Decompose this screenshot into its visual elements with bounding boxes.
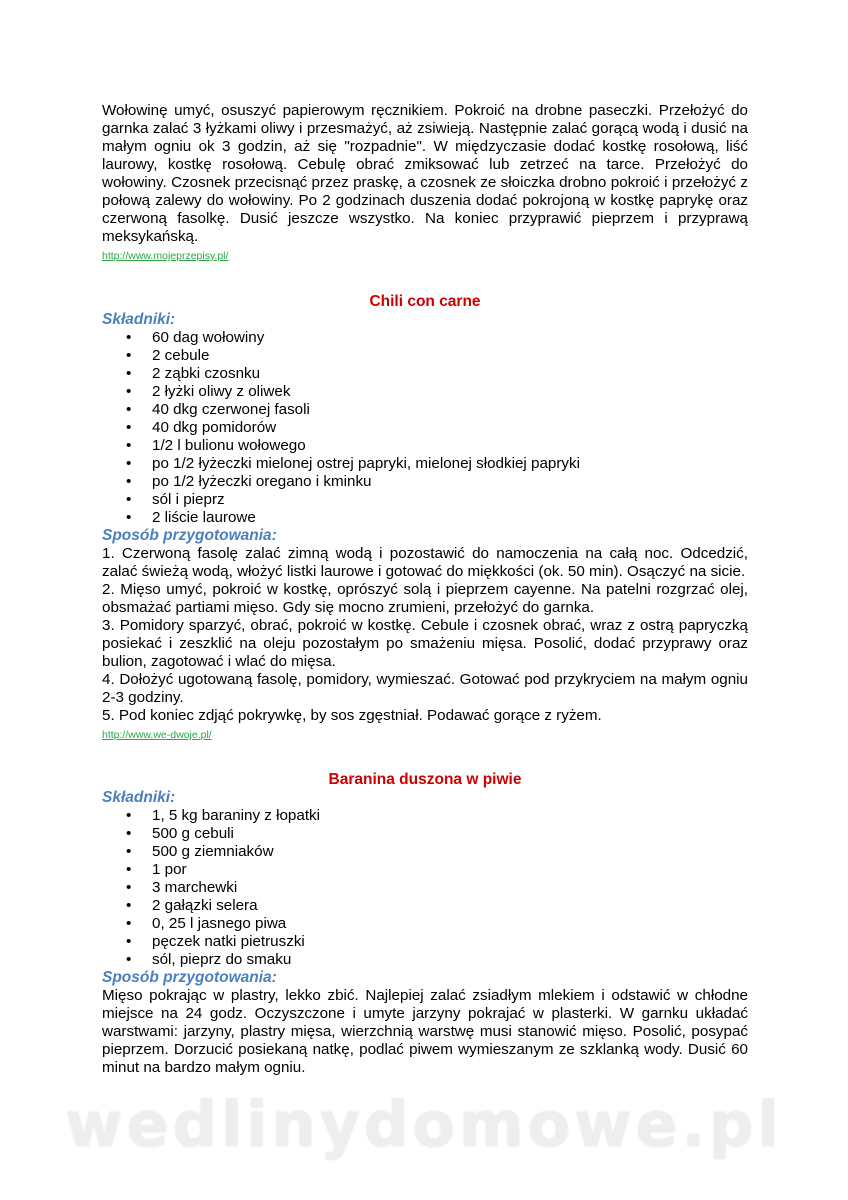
ingredients-heading: Składniki: [102,311,176,328]
ingredients-heading: Składniki: [102,789,176,806]
bullet-icon: • [126,933,132,950]
bullet-icon: • [126,347,132,364]
ingredient-text: 500 g cebuli [152,825,234,842]
method-steps [102,545,748,725]
recipe-title-chili: Chili con carne [369,293,481,310]
bullet-icon: • [126,843,132,860]
ingredient-item [102,473,748,491]
method-step: 1. Czerwoną fasolę zalać zimną wodą i pozostawić do namoczenia na całą noc. Odcedzić, zalać świeżą wodą, włożyć listki laurowe i gotować do miękkości (ok. 50 min). Osączyć na sicie. [102,545,748,580]
ingredient-text: 2 łyżki oliwy z oliwek [152,383,291,400]
ingredient-text: sól, pieprz do smaku [152,951,292,968]
ingredient-item [102,383,748,401]
ingredient-item [102,933,748,951]
ingredient-text: sól i pieprz [152,491,225,508]
ingredient-item [102,455,748,473]
ingredient-item [102,879,748,897]
method-step: 2. Mięso umyć, pokroić w kostkę, oprószyć solą i pieprzem cayenne. Na patelni rozgrzać olej, obsmażać partiami mięso. Gdy się mocno zrumieni, przełożyć do garnka. [102,581,748,616]
ingredient-text: 2 liście laurowe [152,509,256,526]
ingredient-item [102,915,748,933]
recipe-title-baranina: Baranina duszona w piwie [328,771,522,788]
bullet-icon: • [126,329,132,346]
ingredient-item [102,825,748,843]
method-step: 3. Pomidory sparzyć, obrać, pokroić w kostkę. Cebule i czosnek obrać, wraz z ostrą papryczką posiekać i zeszklić na oleju pozostałym po smażeniu mięsa. Posolić, dodać przyprawy oraz bulion, zagotować i wlać do mięsa. [102,617,748,670]
ingredient-item [102,843,748,861]
ingredient-text: po 1/2 łyżeczki mielonej ostrej papryki, mielonej słodkiej papryki [152,455,580,472]
ingredient-item [102,807,748,825]
bullet-icon: • [126,455,132,472]
bullet-icon: • [126,825,132,842]
document-page [102,102,748,1077]
bullet-icon: • [126,437,132,454]
ingredient-text: 40 dkg czerwonej fasoli [152,401,310,418]
ingredient-item [102,897,748,915]
bullet-icon: • [126,509,132,526]
method-step: 5. Pod koniec zdjąć pokrywkę, by sos zgęstniał. Podawać gorące z ryżem. [102,707,602,724]
ingredient-text: 1 por [152,861,187,878]
bullet-icon: • [126,491,132,508]
ingredient-item [102,419,748,437]
ingredient-item [102,365,748,383]
ingredient-text: 500 g ziemniaków [152,843,274,860]
ingredients-list [102,329,748,527]
method-step: 4. Dołożyć ugotowaną fasolę, pomidory, wymieszać. Gotować pod przykryciem na małym ogniu 2-3 godziny. [102,671,748,706]
ingredient-text: 1/2 l bulionu wołowego [152,437,306,454]
ingredient-item [102,491,748,509]
method-paragraph: Mięso pokrając w plastry, lekko zbić. Najlepiej zalać zsiadłym mlekiem i odstawić w chłodne miejsce na 24 godz. Oczyszczone i umyte jarzyny pokrajać w plasterki. W garnku układać warstwami: jarzyny, plastry mięsa, wierzchnią warstwę musi stanowić mięso. Posolić, posypać pieprzem. Dorzucić posiekaną natkę, podlać piwem wymieszanym ze szklanką wody. Dusić 60 minut na bardzo małym ogniu. [102,987,748,1076]
ingredients-list [102,807,748,969]
bullet-icon: • [126,861,132,878]
bullet-icon: • [126,365,132,382]
ingredient-text: 3 marchewki [152,879,238,896]
bullet-icon: • [126,879,132,896]
ingredient-item [102,329,748,347]
source-link-mojeprzepisy[interactable]: http://www.mojeprzepisy.pl/ [102,250,229,262]
ingredient-item [102,347,748,365]
ingredient-text: pęczek natki pietruszki [152,933,305,950]
bullet-icon: • [126,951,132,968]
ingredient-text: 2 cebule [152,347,210,364]
bullet-icon: • [126,383,132,400]
ingredient-text: 2 ząbki czosnku [152,365,261,382]
ingredient-item [102,861,748,879]
ingredient-item [102,401,748,419]
bullet-icon: • [126,401,132,418]
ingredient-item [102,509,748,527]
ingredient-text: 2 gałązki selera [152,897,258,914]
watermark: wedlinydomowe.pl [65,1088,783,1161]
bullet-icon: • [126,473,132,490]
bullet-icon: • [126,807,132,824]
intro-paragraph: Wołowinę umyć, osuszyć papierowym ręcznikiem. Pokroić na drobne paseczki. Przełożyć do garnka zalać 3 łyżkami oliwy i przesmażyć, aż zsiwieją. Następnie zalać gorącą wodą i dusić na małym ogniu ok 3 godzin, aż się "rozpadnie". W międzyczasie dodać kostkę rosołową, liść laurowy, kostkę rosołową. Cebulę obrać zmiksować lub zetrzeć na tarce. Przełożyć do wołowiny. Czosnek przecisnąć przez praskę, a czosnek ze słoiczka drobno pokroić i przełożyć z połową zalewy do wołowiny. Po 2 godzinach duszenia dodać pokrojoną w kostkę paprykę oraz czerwoną fasolkę. Dusić jeszcze wszystko. Na koniec przyprawić pieprzem i przyprawą meksykańską. [102,102,748,245]
ingredient-text: 1, 5 kg baraniny z łopatki [152,807,321,824]
bullet-icon: • [126,419,132,436]
ingredient-item [102,437,748,455]
ingredient-item [102,951,748,969]
bullet-icon: • [126,915,132,932]
ingredient-text: 60 dag wołowiny [152,329,265,346]
ingredient-text: 40 dkg pomidorów [152,419,277,436]
method-heading: Sposób przygotowania: [102,527,277,544]
source-link-wedwoje[interactable]: http://www.we-dwoje.pl/ [102,729,212,741]
bullet-icon: • [126,897,132,914]
method-heading: Sposób przygotowania: [102,969,277,986]
ingredient-text: 0, 25 l jasnego piwa [152,915,287,932]
ingredient-text: po 1/2 łyżeczki oregano i kminku [152,473,372,490]
